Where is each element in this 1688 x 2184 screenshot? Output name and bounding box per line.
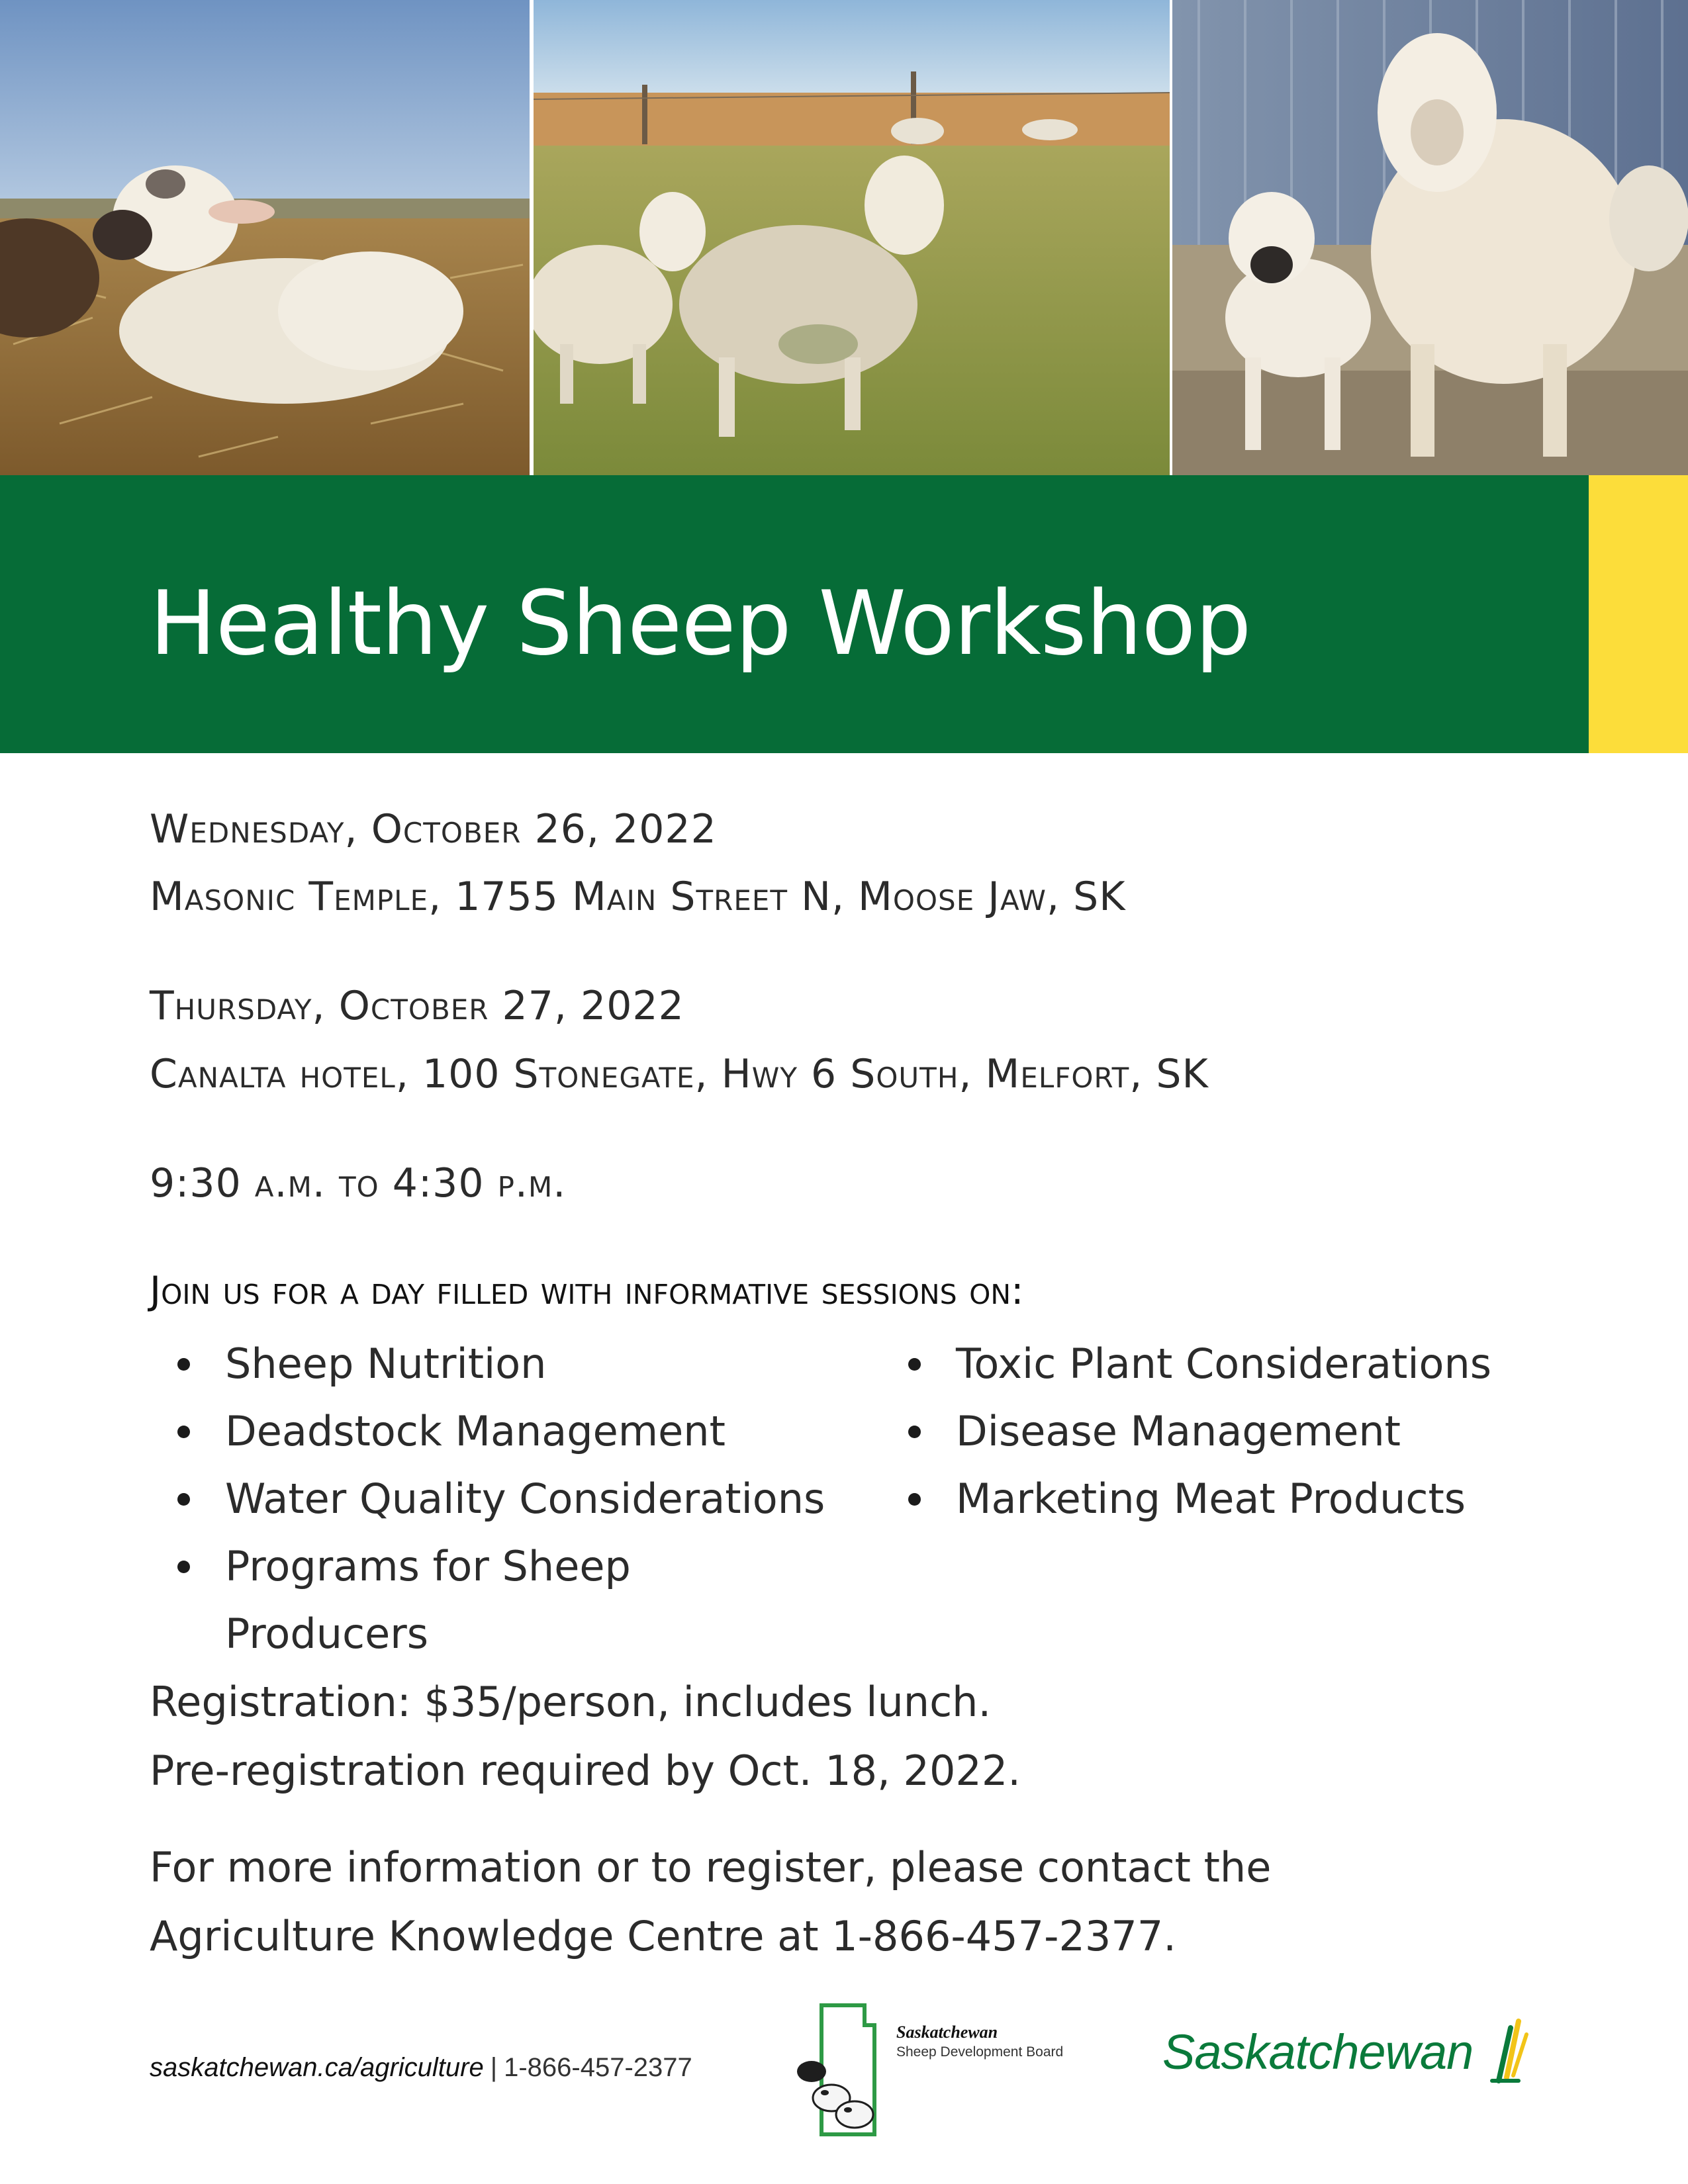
footer-separator: | [490,2053,498,2082]
field-photo-image [534,0,1170,475]
photo-lamb-on-straw [0,0,530,475]
saskatchewan-wordmark: Saskatchewan [1162,2025,1474,2079]
wheat-icon [1479,2015,1532,2087]
list-item: Disease Management [880,1398,1609,1465]
registration-fee: Registration: $35/person, includes lunch. [150,1678,992,1726]
list-item: Deadstock Management [150,1398,831,1465]
topics-intro: Join us for a day filled with informative sessions on: [150,1268,1024,1313]
list-item: Programs for Sheep Producers [150,1533,635,1668]
topics-list-left [150,1330,831,1668]
photo-sheep-in-field [534,0,1170,475]
footer-website-link[interactable]: saskatchewan.ca/agriculture [150,2053,484,2082]
session-2-location: Canalta hotel, 100 Stonegate, Hwy 6 South, Melfort, SK [150,1051,1209,1097]
session-time: 9:30 a.m. to 4:30 p.m. [150,1160,567,1206]
sheep-development-board-logo [785,1999,1084,2144]
registration-deadline: Pre-registration required by Oct. 18, 2022. [150,1747,1021,1795]
session-2-date: Thursday, October 27, 2022 [150,983,684,1029]
sdb-emblem-icon [785,1999,891,2144]
lamb-photo-image [0,0,530,475]
list-item: Sheep Nutrition [150,1330,831,1398]
photo-ewe-and-lamb [1172,0,1688,475]
footer-phone: 1-866-457-2377 [504,2053,692,2082]
contact-line-1: For more information or to register, please contact the [150,1843,1272,1891]
list-item: Water Quality Considerations [150,1465,831,1533]
list-item: Marketing Meat Products [880,1465,1609,1533]
photo-strip [0,0,1688,475]
session-1-location: Masonic Temple, 1755 Main Street N, Moose Jaw, SK [150,874,1126,920]
contact-line-2: Agriculture Knowledge Centre at 1-866-457-2377. [150,1912,1176,1960]
topics-list-right [880,1330,1609,1533]
session-1-date: Wednesday, October 26, 2022 [150,806,717,852]
footer-contact [150,2048,692,2087]
ewe-photo-image [1172,0,1688,475]
sdb-name: Saskatchewan [896,2023,998,2042]
saskatchewan-government-logo [1162,2012,1533,2091]
title-accent-bar [1589,475,1688,753]
list-item: Toxic Plant Considerations [880,1330,1609,1398]
sdb-subtitle: Sheep Development Board [896,2044,1064,2060]
page-title: Healthy Sheep Workshop [150,572,1251,675]
